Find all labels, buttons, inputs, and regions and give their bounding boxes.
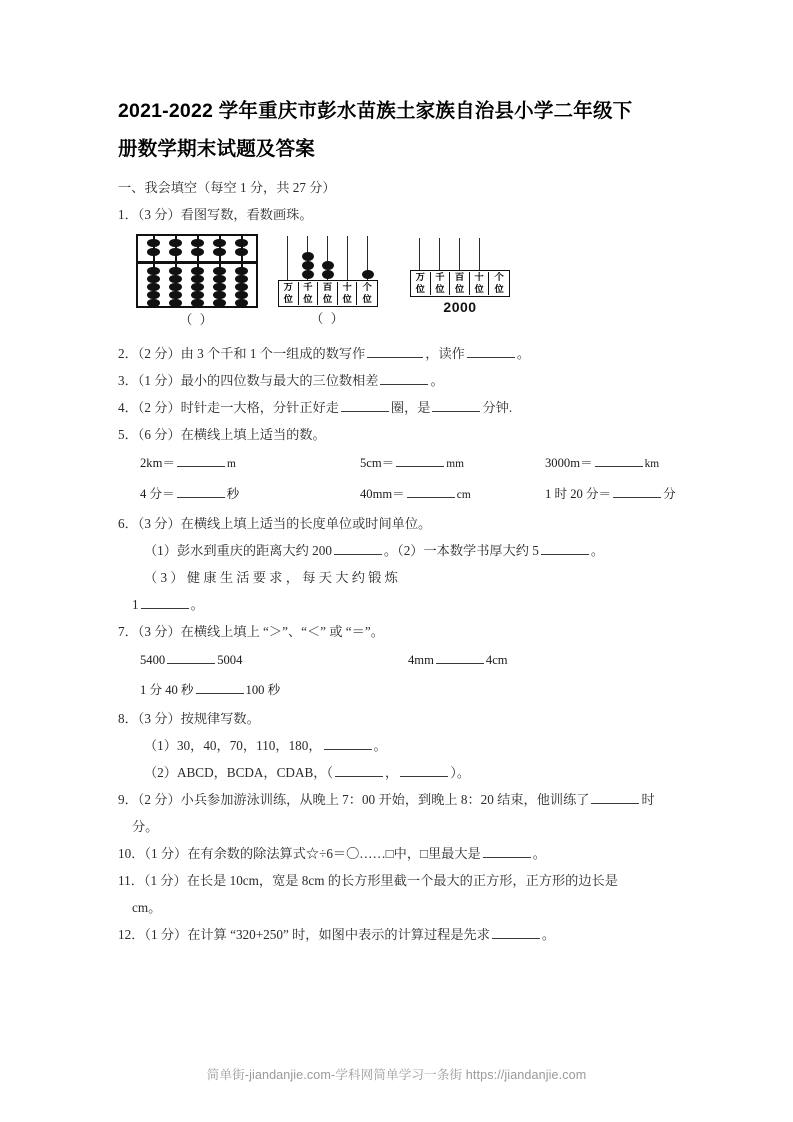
question-2-blank-2[interactable]	[467, 344, 515, 358]
question-2	[118, 340, 681, 367]
question-6-sub1-part-a: （1）彭水到重庆的距离大约 200	[144, 543, 332, 558]
question-8-stem: 8．（3 分）按规律写数。	[118, 711, 260, 726]
page-title-line-1: 2021-2022 学年重庆市彭水苗族土家族自治县小学二年级下	[118, 100, 633, 122]
question-2-blank-1[interactable]	[367, 344, 423, 358]
place-label-ge: 个	[362, 282, 372, 292]
place-value-chart-3	[410, 234, 510, 297]
question-6-sub3-part-c: 。	[190, 597, 204, 612]
question-12	[118, 921, 681, 948]
question-8-sub-2	[118, 759, 681, 786]
conversion-blank-5[interactable]	[407, 484, 455, 498]
question-9-continued: 分。	[132, 819, 159, 834]
question-4-part-c: 分钟.	[482, 400, 513, 415]
question-8-blank-1[interactable]	[324, 736, 372, 750]
conversion-item-4: 4 分＝ 秒	[140, 479, 360, 510]
question-10-part-b: 。	[532, 846, 546, 861]
question-6-sub-3-continued	[118, 591, 681, 618]
place-value-labels-3: 万 位 千 位 百 位 十 位 个 位	[410, 270, 510, 297]
abacus-figure-3	[410, 234, 510, 315]
conversion-item-3: 3000m＝ km	[545, 448, 703, 479]
question-6-sub-3: （ 3 ） 健 康 生 活 要 求 ， 每 天 大 约 锻 炼	[144, 570, 398, 585]
question-9-part-b: 时	[641, 792, 655, 807]
question-6-sub1-part-b: 。（2）一本数学书厚大约 5	[383, 543, 539, 558]
place-label-bai: 百	[322, 282, 333, 292]
question-12-part-a: 12．（1 分）在计算 “320+250” 时，如图中表示的计算过程是先求	[118, 927, 490, 942]
question-7-row2-a: 1 分 40 秒	[140, 683, 194, 697]
question-9-part-a: 9．（2 分）小兵参加游泳训练，从晚上 7：00 开始，到晚上 8：20 结束，他训练了	[118, 792, 590, 807]
question-6-stem: 6．（3 分）在横线上填上适当的长度单位或时间单位。	[118, 516, 432, 531]
question-4	[118, 394, 681, 421]
question-6-blank-1[interactable]	[334, 541, 382, 555]
question-10-part-a: 10．（1 分）在有余数的除法算式☆÷6＝〇……□中，□里最大是	[118, 846, 481, 861]
question-3-part-a: 3．（1 分）最小的四位数与最大的三位数相差	[118, 373, 379, 388]
question-12-part-b: 。	[541, 927, 556, 942]
question-2-part-c: 。	[516, 346, 531, 361]
figure-2-answer-blank[interactable]: （ ）	[310, 311, 346, 326]
question-9	[118, 786, 681, 813]
place-value-labels-2: 万 位 千 位 百 位 十 位 个 位	[278, 280, 378, 307]
document-content	[118, 92, 681, 948]
footer-watermark: 简单街-jiandanjie.com-学科网简单学习一条街 https://jiandanjie.com	[206, 1068, 587, 1082]
question-6-sub1-part-c: 。	[590, 543, 605, 558]
question-7-row-1	[118, 645, 681, 675]
question-10-blank-1[interactable]	[483, 844, 531, 858]
question-3	[118, 367, 681, 394]
question-12-blank-1[interactable]	[492, 925, 540, 939]
question-3-part-b: 。	[430, 373, 444, 388]
question-4-blank-2[interactable]	[432, 398, 480, 412]
place-label-wan: 万	[283, 282, 293, 292]
question-7-row2-b: 100 秒	[245, 683, 281, 697]
question-5-conversion-grid	[118, 448, 681, 510]
place-label-qian: 千	[303, 282, 313, 292]
question-8-sub2-part-a: （2）ABCD，BCDA，CDAB，（	[144, 765, 334, 780]
question-4-part-a: 4．（2 分）时针走一大格，分针正好走	[118, 400, 339, 415]
conversion-item-6: 1 时 20 分＝ 分	[545, 479, 703, 510]
question-11-continued: cm。	[132, 900, 162, 915]
question-4-part-b: 圈，是	[390, 400, 431, 415]
question-7-right-a: 4mm	[408, 653, 434, 667]
question-2-part-b: ，读作	[425, 346, 465, 361]
figure-1-answer-blank[interactable]: （ ）	[179, 312, 215, 327]
question-7-right-group	[408, 645, 508, 675]
abacus-figure-2	[278, 234, 378, 327]
question-8-sub1-part-b: 。	[373, 738, 387, 753]
question-8-sub1-part-a: （1）30，40，70，110，180，	[144, 738, 322, 753]
question-6-blank-2[interactable]	[541, 541, 589, 555]
question-8-blank-3[interactable]	[400, 763, 448, 777]
question-8-sub-1	[118, 732, 681, 759]
conversion-blank-6[interactable]	[613, 484, 661, 498]
question-7-stem: 7．（3 分）在横线上填上 “＞”、“＜” 或 “＝”。	[118, 624, 384, 639]
question-1-figures	[118, 234, 681, 338]
question-9-blank-1[interactable]	[591, 790, 639, 804]
question-7-row-2	[118, 675, 681, 705]
conversion-item-1: 2km＝ m	[140, 448, 360, 479]
question-6-sub-1	[118, 537, 681, 564]
question-8-blank-2[interactable]	[335, 763, 383, 777]
conversion-item-5: 40mm＝ cm	[360, 479, 545, 510]
question-11	[118, 867, 681, 894]
figure-3-given-number: 2000	[443, 299, 477, 315]
place-value-chart-2	[278, 234, 378, 307]
abacus-figure-1	[136, 234, 258, 328]
question-8-sub2-part-b: ，	[385, 765, 399, 780]
question-3-blank-1[interactable]	[380, 371, 428, 385]
question-7-left-b: 5004	[217, 653, 243, 667]
suanpan-frame	[136, 234, 258, 308]
conversion-item-2: 5cm＝ mm	[360, 448, 545, 479]
question-6-sub3-value: 1	[132, 597, 139, 612]
question-5-stem: 5．（6 分）在横线上填上适当的数。	[118, 427, 326, 442]
page-title-line-2: 册数学期末试题及答案	[118, 138, 316, 160]
question-2-part-a: 2．（2 分）由 3 个千和 1 个一组成的数写作	[118, 346, 366, 361]
question-7-left-a: 5400	[140, 653, 166, 667]
question-4-blank-1[interactable]	[341, 398, 389, 412]
conversion-blank-4[interactable]	[177, 484, 225, 498]
place-value-rods-2	[278, 234, 378, 280]
conversion-blank-2[interactable]	[396, 453, 444, 467]
question-7-blank-3[interactable]	[196, 680, 244, 694]
place-label-shi: 十	[342, 282, 352, 292]
place-value-rods-3	[410, 234, 510, 270]
question-10	[118, 840, 681, 867]
question-8-sub2-part-c: ）。	[450, 765, 471, 780]
question-7-blank-2[interactable]	[436, 650, 484, 664]
page-title	[118, 92, 681, 168]
conversion-blank-3[interactable]	[595, 453, 643, 467]
question-6-blank-3[interactable]	[141, 595, 189, 609]
question-7-right-b: 4cm	[485, 653, 508, 667]
question-1-stem: 1．（3 分）看图写数，看数画珠。	[118, 207, 313, 222]
question-11-part-a: 11．（1 分）在长是 10cm，宽是 8cm 的长方形里截一个最大的正方形，正方形的边长是	[118, 873, 618, 888]
question-7-blank-1[interactable]	[167, 650, 215, 664]
section-heading: 一、我会填空（每空 1 分，共 27 分）	[118, 180, 336, 195]
conversion-blank-1[interactable]	[177, 453, 225, 467]
